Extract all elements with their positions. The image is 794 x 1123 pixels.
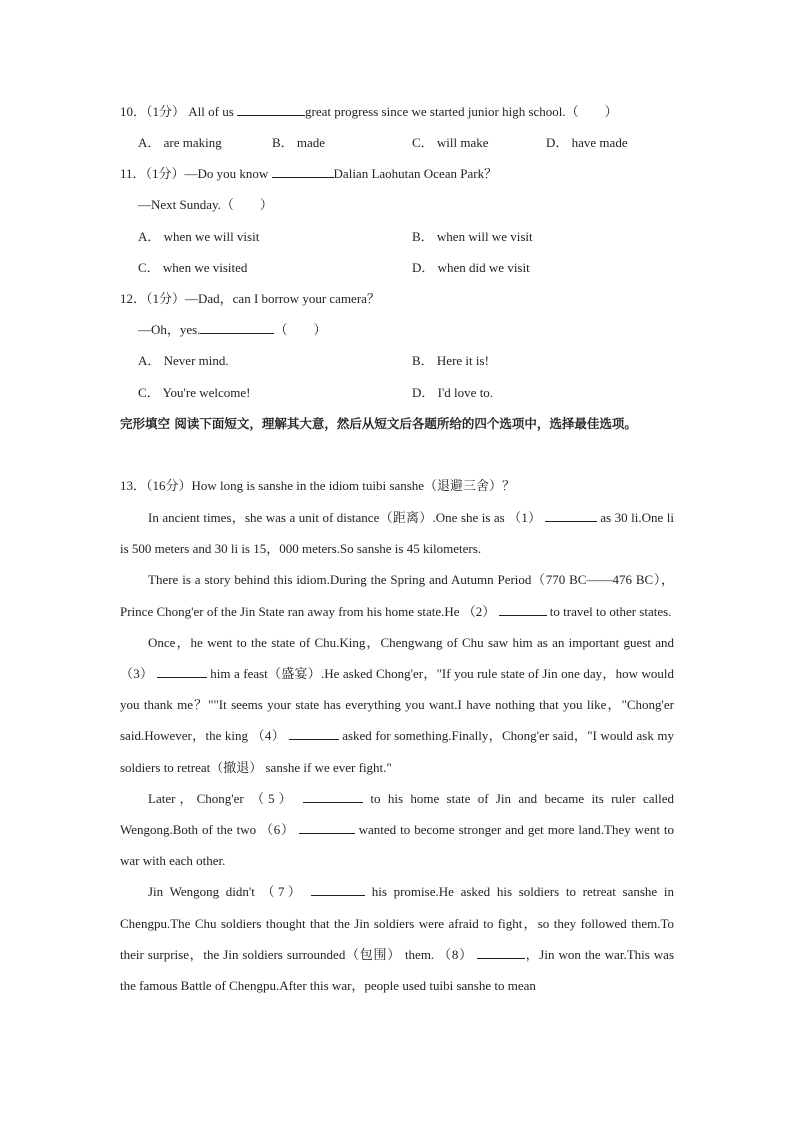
cloze-passage xyxy=(120,502,674,1001)
blank-1 xyxy=(545,509,597,522)
q12-blank xyxy=(200,321,274,334)
q11-option-b: B． when will we visit xyxy=(412,229,533,244)
q10-option-c: C． will make xyxy=(412,135,489,150)
cloze-instruction: 完形填空 阅读下面短文，理解其大意，然后从短文后各题所给的四个选项中，选择最佳选项。 xyxy=(120,416,637,431)
q12-option-b: B． Here it is! xyxy=(412,353,489,368)
q10-blank xyxy=(237,103,305,116)
q10-option-a: A． are making xyxy=(138,135,222,150)
q11-option-a: A． when we will visit xyxy=(138,229,260,244)
blank-7 xyxy=(311,883,365,896)
q13-stem: 13．（16分）How long is sanshe in the idiom tuibi sanshe（退避三舍）？ xyxy=(120,478,516,493)
q10-option-b: B． made xyxy=(272,135,326,150)
q12-option-d: D． I'd love to. xyxy=(412,385,494,400)
passage-paragraph-4: Later，Chong'er （5） to his home state of Jin and became its ruler called Wengong.Both of the two （6） wanted to become stronger and get more land.They went to war with each other. xyxy=(120,790,675,869)
q12-option-c: C． You're welcome! xyxy=(138,385,251,400)
q12-stem: 12．（1分）—Dad，can I borrow your camera？ xyxy=(120,291,380,306)
blank-2 xyxy=(499,603,547,616)
q11-option-c: C． when we visited xyxy=(138,260,248,275)
q10-stem: 10．（1分） All of us great progress since we started junior high school.（ ） xyxy=(120,104,618,119)
blank-4 xyxy=(289,727,339,740)
blank-6 xyxy=(299,821,355,834)
q12-response: —Oh，yes. （ ） xyxy=(138,322,327,337)
blank-3 xyxy=(157,665,207,678)
q11-stem: 11．（1分）—Do you know Dalian Laohutan Ocean Park？ xyxy=(120,166,498,181)
passage-paragraph-2: There is a story behind this idiom.During the Spring and Autumn Period（770 BC——476 BC），Prince Chong'er of the Jin State ran away from his home state.He （2） to travel to other states. xyxy=(120,572,675,619)
passage-paragraph-3: Once，he went to the state of Chu.King，Chengwang of Chu saw him as an important guest and （3） him a feast（盛宴）.He asked Chong'er，"If you rule state of Jin one day，how would you thank me？""It seems your state has everything you want.I have nothing that you like，"Chong'er said.However，the king （4） asked for something.Finally，Chong'er said，"I would ask my soldiers to retreat（撤退） sanshe if we ever fight." xyxy=(120,634,675,775)
q10-option-d: D． have made xyxy=(546,135,628,150)
blank-8 xyxy=(477,946,525,959)
passage-paragraph-1: In ancient times，she was a unit of distance（距离）.One she is as （1） as 30 li.One li is 500 meters and 30 li is 15，000 meters.So sanshe is 45 kilometers. xyxy=(120,510,674,557)
q12-option-a: A． Never mind. xyxy=(138,353,229,368)
q11-response: —Next Sunday.（ ） xyxy=(138,197,273,212)
q11-blank xyxy=(272,165,334,178)
q11-option-d: D． when did we visit xyxy=(412,260,530,275)
passage-paragraph-5: Jin Wengong didn't （7） his promise.He asked his soldiers to retreat sanshe in Chengpu.The Chu soldiers thought that the Jin soldiers were afraid to fight，so they followed them.To their surprise，the Jin soldiers surrounded（包围） them. （8） ，Jin won the war.This was the famous Battle of Chengpu.After this war，people used tuibi sanshe to mean xyxy=(120,884,674,994)
blank-5 xyxy=(303,790,363,803)
